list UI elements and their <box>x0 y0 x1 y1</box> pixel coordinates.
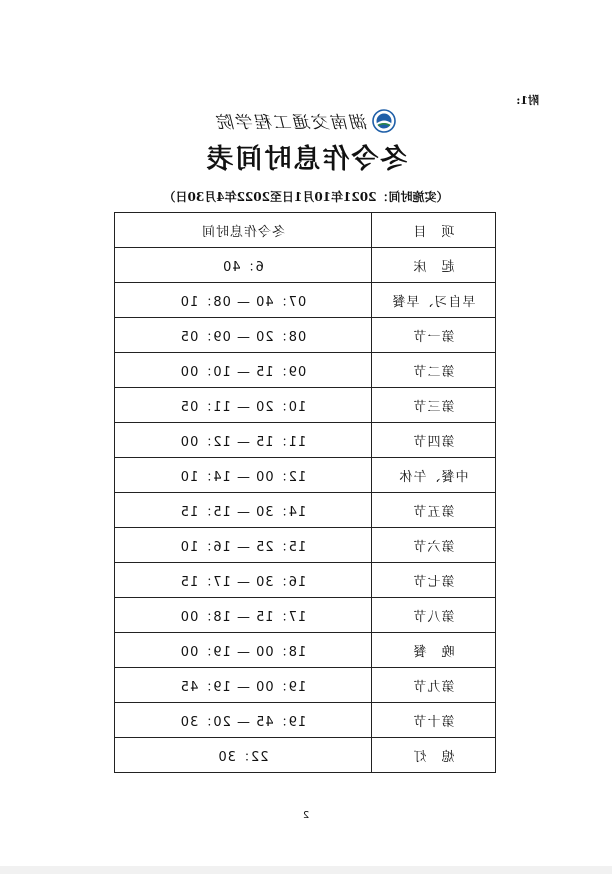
schedule-time: 19：00 — 19：45 <box>115 668 372 703</box>
column-header-time: 冬令作息时间 <box>115 213 372 248</box>
school-header <box>0 108 612 133</box>
viewer-bottom-bar <box>0 866 612 874</box>
schedule-item: 中餐、午休 <box>372 458 496 493</box>
table-row <box>115 598 496 633</box>
schedule-item: 第一节 <box>372 318 496 353</box>
schedule-item: 第三节 <box>372 388 496 423</box>
schedule-time: 22：30 <box>115 738 372 773</box>
schedule-item: 第五节 <box>372 493 496 528</box>
school-logo-icon <box>372 109 396 133</box>
schedule-item: 第七节 <box>372 563 496 598</box>
schedule-time: 15：25 — 16：10 <box>115 528 372 563</box>
implementation-period: （实施时间：2021年10月1日至2022年4月30日） <box>163 190 449 204</box>
schedule-item: 第十节 <box>372 703 496 738</box>
table-row <box>115 563 496 598</box>
schedule-time: 18：00 — 19：00 <box>115 633 372 668</box>
schedule-time: 17：15 — 18：00 <box>115 598 372 633</box>
schedule-time: 08：20 — 09：05 <box>115 318 372 353</box>
table-row <box>115 423 496 458</box>
schedule-item: 第二节 <box>372 353 496 388</box>
table-row <box>115 528 496 563</box>
page-number: 2 <box>302 810 310 821</box>
schedule-time: 14：30 — 15：15 <box>115 493 372 528</box>
schedule-item: 第九节 <box>372 668 496 703</box>
schedule-item: 晚 餐 <box>372 633 496 668</box>
schedule-item: 第八节 <box>372 598 496 633</box>
schedule-time: 10：20 — 11：05 <box>115 388 372 423</box>
table-header-row <box>115 213 496 248</box>
table-row <box>115 668 496 703</box>
schedule-item: 第六节 <box>372 528 496 563</box>
table-row <box>115 388 496 423</box>
annex-label: 附1: <box>516 94 539 107</box>
table-row <box>115 493 496 528</box>
schedule-time: 12：00 — 14：10 <box>115 458 372 493</box>
schedule-item: 第四节 <box>372 423 496 458</box>
schedule-time: 11：15 — 12：00 <box>115 423 372 458</box>
column-header-item: 项 目 <box>372 213 496 248</box>
table-row <box>115 703 496 738</box>
schedule-table <box>114 212 496 773</box>
table-row <box>115 738 496 773</box>
schedule-time: 19：45 — 20：30 <box>115 703 372 738</box>
table-row <box>115 318 496 353</box>
schedule-item: 起 床 <box>372 248 496 283</box>
schedule-time: 16：30 — 17：15 <box>115 563 372 598</box>
school-name: 湖南交通工程学院 <box>216 113 368 133</box>
schedule-time: 6：40 <box>115 248 372 283</box>
table-row <box>115 353 496 388</box>
page-title: 冬令作息时间表 <box>204 144 408 175</box>
table-row <box>115 248 496 283</box>
schedule-time: 09：15 — 10：00 <box>115 353 372 388</box>
table-row <box>115 633 496 668</box>
table-row <box>115 458 496 493</box>
schedule-time: 07：40 — 08：10 <box>115 283 372 318</box>
schedule-item: 熄 灯 <box>372 738 496 773</box>
schedule-item: 早自习、早餐 <box>372 283 496 318</box>
table-row <box>115 283 496 318</box>
